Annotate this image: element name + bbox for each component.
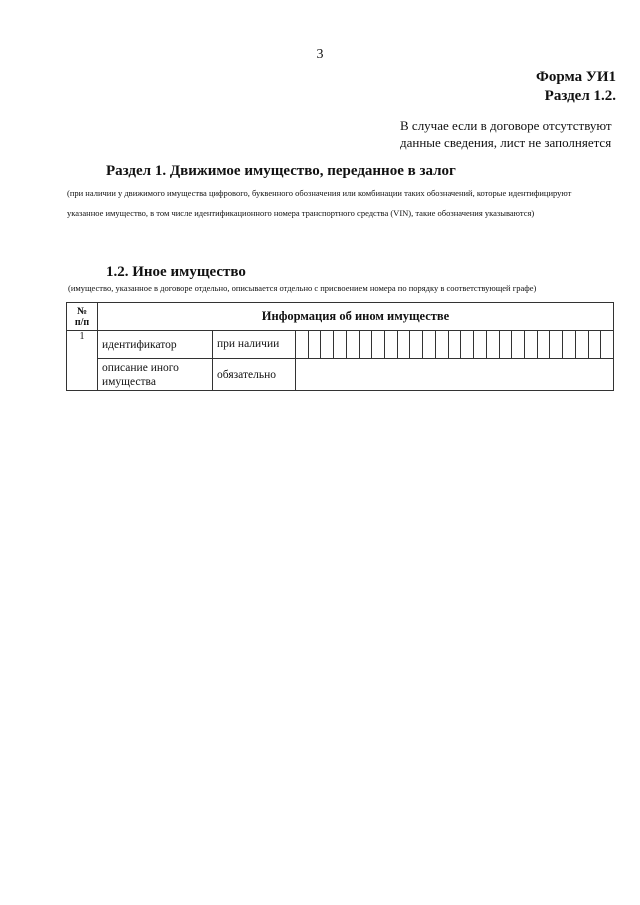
- identifier-requirement: при наличии: [213, 331, 296, 359]
- identifier-char-cell[interactable]: [473, 331, 486, 358]
- section12-title: 1.2. Иное имущество: [106, 264, 246, 280]
- other-property-table: [66, 302, 614, 391]
- description-requirement: обязательно: [213, 359, 296, 391]
- identifier-char-cell[interactable]: [486, 331, 499, 358]
- identifier-char-cell[interactable]: [422, 331, 435, 358]
- identifier-char-cell[interactable]: [409, 331, 422, 358]
- fill-note-line: В случае если в договоре отсутствуют: [400, 118, 612, 133]
- info-header: Информация об ином имуществе: [98, 303, 614, 331]
- section1-title: Раздел 1. Движимое имущество, переданное в залог: [106, 163, 456, 179]
- identifier-char-cell[interactable]: [320, 331, 333, 358]
- form-section: Раздел 1.2.: [544, 88, 616, 104]
- identifier-char-cell[interactable]: [588, 331, 601, 358]
- fill-note: [400, 117, 612, 151]
- identifier-char-cell[interactable]: [524, 331, 537, 358]
- identifier-char-cell[interactable]: [333, 331, 346, 358]
- number-header-line: №: [76, 305, 88, 317]
- fill-note-line: данные сведения, лист не заполняется: [400, 135, 612, 150]
- row-number: 1: [67, 331, 98, 391]
- number-header-line: п/п: [74, 316, 90, 328]
- identifier-char-cell[interactable]: [600, 331, 613, 358]
- identifier-char-cell[interactable]: [359, 331, 372, 358]
- identifier-input-cells[interactable]: [296, 331, 614, 359]
- description-label: описание иного имущества: [98, 359, 213, 391]
- identifier-char-cell[interactable]: [435, 331, 448, 358]
- identifier-char-cell[interactable]: [384, 331, 397, 358]
- page-number: 3: [316, 47, 324, 62]
- identifier-char-cell[interactable]: [296, 331, 308, 358]
- identifier-char-cell[interactable]: [308, 331, 321, 358]
- identifier-label: идентификатор: [98, 331, 213, 359]
- identifier-char-cell[interactable]: [346, 331, 359, 358]
- section12-note: (имущество, указанное в договоре отдельно, описывается отдельно с присвоением номера по порядку в соответствующей графе): [68, 283, 537, 293]
- identifier-char-cell[interactable]: [460, 331, 473, 358]
- identifier-char-cell[interactable]: [562, 331, 575, 358]
- number-header: [67, 303, 98, 331]
- form-title: Форма УИ1: [535, 69, 616, 85]
- form-header: [536, 68, 616, 106]
- description-input[interactable]: [296, 359, 614, 391]
- identifier-char-cell[interactable]: [537, 331, 550, 358]
- identifier-char-cell[interactable]: [448, 331, 461, 358]
- identifier-char-cell[interactable]: [511, 331, 524, 358]
- identifier-char-cell[interactable]: [575, 331, 588, 358]
- section1-note: (при наличии у движимого имущества цифрового, буквенного обозначения или комбинации таких обозначений, которые идентифицируют указанное имущество, в том числе идентификационного номера транспортного средства (VIN), такие обозначения указываются): [67, 188, 572, 218]
- identifier-char-cell[interactable]: [371, 331, 384, 358]
- identifier-char-cell[interactable]: [549, 331, 562, 358]
- identifier-char-cell[interactable]: [499, 331, 512, 358]
- identifier-char-cell[interactable]: [397, 331, 410, 358]
